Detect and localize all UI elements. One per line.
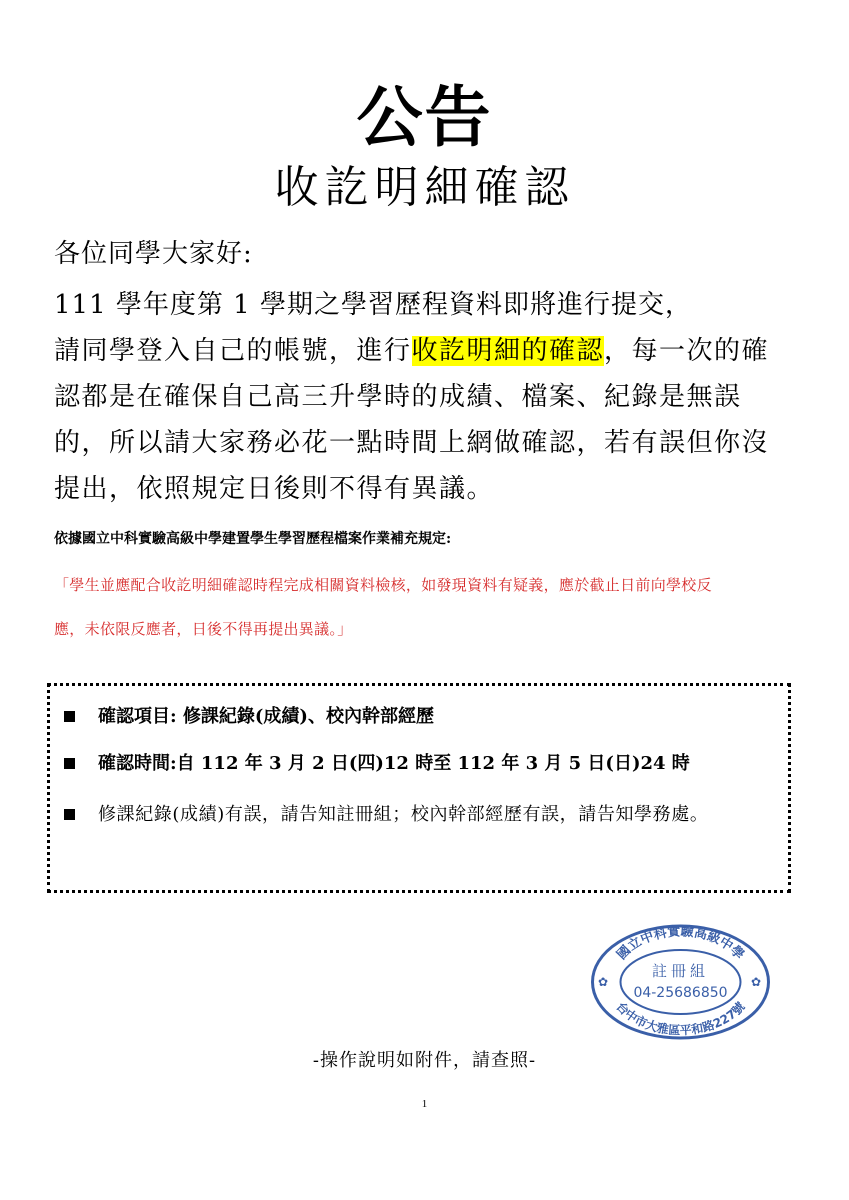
greeting-text: 各位同學大家好: [54, 239, 253, 269]
highlighted-text: 收訖明細的確認 [411, 336, 605, 366]
stamp-phone-text: 04-25686850 [633, 985, 728, 1001]
page-title: 公告 [356, 79, 493, 156]
info-item-text: 確認項目: 修課紀錄(成績)、校內幹部經歷 [98, 706, 434, 727]
page-subtitle: 收訖明細確認 [274, 162, 575, 213]
info-item [64, 800, 780, 830]
body-line-segment: ，每一次的確 [604, 336, 770, 366]
registry-stamp [588, 922, 773, 1042]
info-item-text: 修課紀錄(成績)有誤，請告知註冊組；校內幹部經歷有誤，請告知學務處。 [98, 804, 709, 825]
body-line: 認都是在確保自己高三升學時的成績、檔案、紀錄是無誤 [54, 382, 742, 412]
stamp-org-text: 國立中科實驗高級中學 [614, 924, 747, 963]
stamp-unit-text: 註冊組 [651, 962, 710, 980]
quote-line: 「學生並應配合收訖明細確認時程完成相關資料檢核，如發現資料有疑義，應於截止日前向學校反 [54, 576, 712, 594]
page-number: 1 [421, 1098, 428, 1110]
info-item [64, 749, 780, 779]
stamp-flower-icon: ✿ [751, 975, 762, 989]
body-line: 111 學年度第 1 學期之學習歷程資料即將進行提交， [54, 290, 692, 320]
announcement-body [54, 282, 799, 512]
square-bullet-icon [64, 758, 75, 769]
body-line: 的，所以請大家務必花一點時間上網做確認，若有誤但你沒 [54, 428, 770, 458]
stamp-address-text: 台中市大雅區平和路227號 [613, 999, 748, 1038]
square-bullet-icon [64, 809, 75, 820]
info-box [47, 683, 791, 893]
quote-line: 應，未依限反應者，日後不得再提出異議。」 [54, 620, 353, 638]
square-bullet-icon [64, 711, 75, 722]
regulation-quote [54, 572, 794, 660]
info-item [64, 702, 780, 732]
body-line-segment: 請同學登入自己的帳號，進行 [54, 336, 412, 366]
footer-note: -操作說明如附件，請查照- [312, 1050, 537, 1071]
body-line [54, 328, 799, 374]
info-item-text: 確認時間:自 112 年 3 月 2 日(四)12 時至 112 年 3 月 5 日(日)24 時 [98, 753, 690, 774]
body-line: 提出，依照規定日後則不得有異議。 [54, 474, 495, 504]
regulation-basis: 依據國立中科實驗高級中學建置學生學習歷程檔案作業補充規定: [54, 531, 452, 547]
stamp-flower-icon: ✿ [598, 975, 609, 989]
